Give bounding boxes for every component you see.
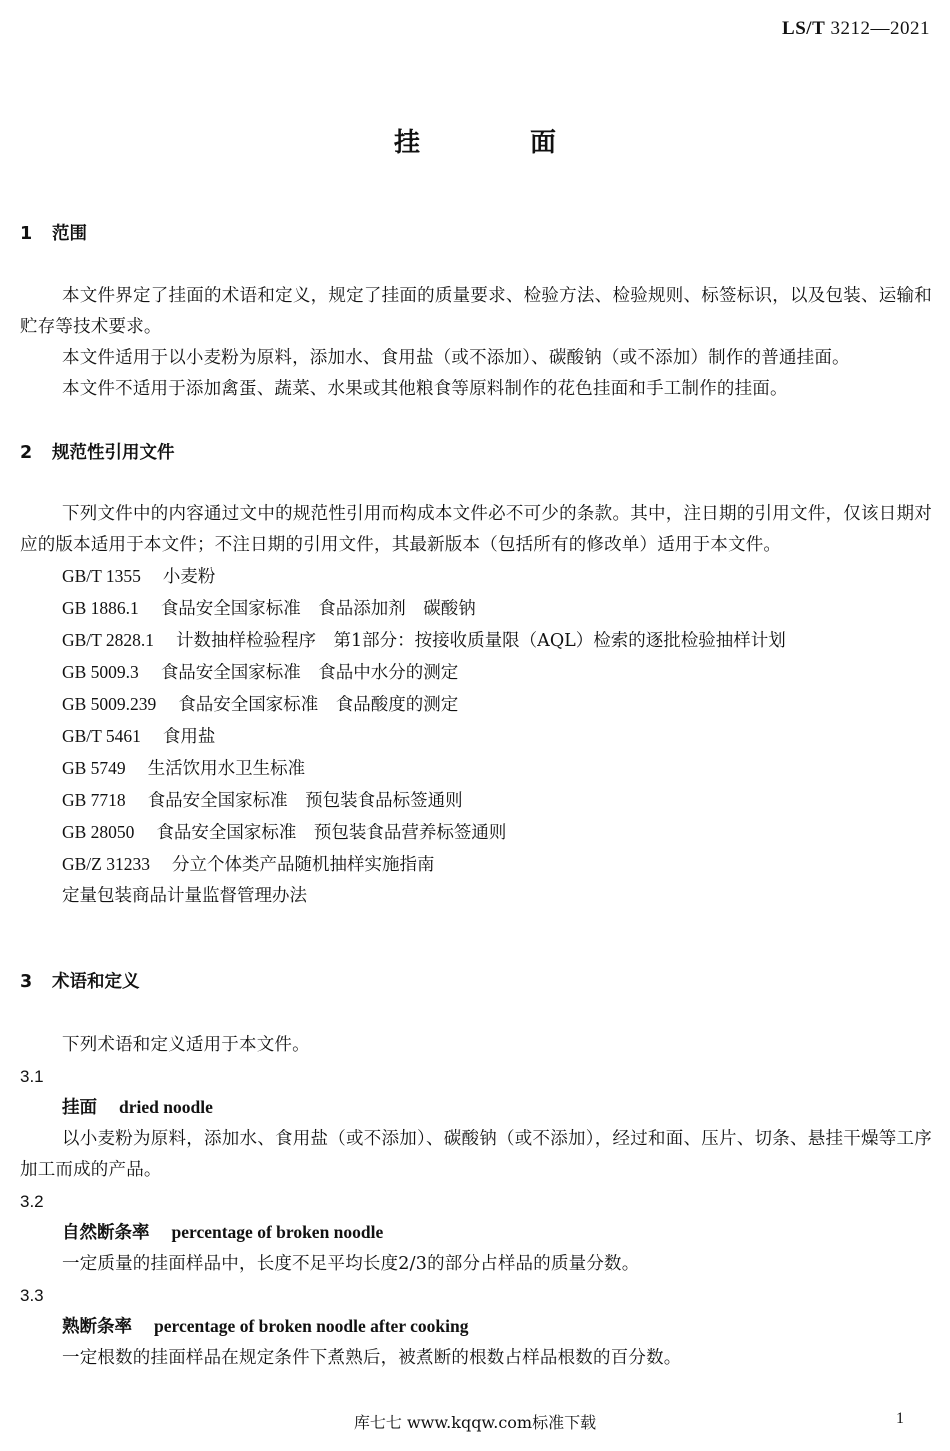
term-heading [20,1217,932,1249]
reference-code: GB 5009.239 [62,694,157,714]
reference-item [20,721,932,753]
reference-code: GB 5749 [62,758,126,778]
term-zh: 熟断条率 [62,1317,132,1337]
document-title: 挂面 [393,128,666,158]
reference-title: 定量包装商品计量监督管理办法 [62,886,307,906]
reference-item [20,753,932,785]
term-zh: 挂面 [62,1098,97,1118]
term-zh: 自然断条率 [62,1223,150,1243]
reference-title: 食品安全国家标准 预包装食品标签通则 [147,791,463,811]
reference-title: 小麦粉 [162,567,216,587]
reference-code: GB/Z 31233 [62,854,150,874]
term-en: percentage of broken noodle after cooking [154,1316,469,1336]
section-title: 规范性引用文件 [52,443,175,463]
reference-item [20,625,932,657]
reference-item [20,817,932,849]
section-normative-references [20,443,932,463]
reference-title: 食品安全国家标准 食品酸度的测定 [178,695,459,715]
reference-code: GB 5009.3 [62,662,139,682]
page-number: 1 [896,1410,904,1427]
term-number: 3.1 [20,1067,44,1086]
section-heading [20,443,932,463]
section-number: 2 [20,443,33,463]
reference-code: GB 7718 [62,790,126,810]
reference-item [20,849,932,881]
reference-item [20,881,932,912]
reference-item [20,657,932,689]
term-number: 3.3 [20,1286,44,1305]
section-scope [20,224,932,244]
term-number: 3.2 [20,1192,44,1211]
reference-title: 食品安全国家标准 食品中水分的测定 [160,663,459,683]
section-references-body [20,499,932,912]
section-heading [20,224,932,244]
reference-title: 生活饮用水卫生标准 [147,759,306,779]
reference-title: 食用盐 [162,727,216,747]
paragraph: 本文件不适用于添加禽蛋、蔬菜、水果或其他粮食等原料制作的花色挂面和手工制作的挂面。 [62,379,788,399]
section-title: 术语和定义 [52,972,140,992]
paragraph: 本文件界定了挂面的术语和定义，规定了挂面的质量要求、检验方法、检验规则、标签标识，以及包装、运输和贮存等技术要求。 [20,286,932,337]
document-id-number: 3212—2021 [830,18,930,39]
reference-title: 分立个体类产品随机抽样实施指南 [172,855,435,875]
document-id [782,18,930,40]
reference-code: GB 1886.1 [62,598,139,618]
paragraph: 下列术语和定义适用于本文件。 [62,1035,310,1055]
term-definition: 一定质量的挂面样品中，长度不足平均长度2/3的部分占样品的质量分数。 [62,1254,640,1274]
paragraph: 本文件适用于以小麦粉为原料，添加水、食用盐（或不添加）、碳酸钠（或不添加）制作的普通挂面。 [62,348,850,368]
section-terms-and-definitions [20,972,932,992]
paragraph: 下列文件中的内容通过文中的规范性引用而构成本文件必不可少的条款。其中，注日期的引用文件，仅该日期对应的版本适用于本文件；不注日期的引用文件，其最新版本（包括所有的修改单）适用于本文件。 [20,504,932,555]
term-en: percentage of broken noodle [171,1222,384,1242]
term-heading [20,1311,932,1343]
reference-code: GB/T 1355 [62,566,141,586]
term-definition: 以小麦粉为原料，添加水、食用盐（或不添加）、碳酸钠（或不添加），经过和面、压片、切条、悬挂干燥等工序加工而成的产品。 [20,1129,932,1180]
term-heading [20,1092,932,1124]
reference-code: GB/T 2828.1 [62,630,155,650]
section-number: 1 [20,224,33,244]
reference-code: GB/T 5461 [62,726,141,746]
reference-title: 计数抽样检验程序 第1部分：按接收质量限（AQL）检索的逐批检验抽样计划 [176,631,786,651]
reference-item [20,689,932,721]
reference-item [20,785,932,817]
reference-item [20,593,932,625]
reference-title: 食品安全国家标准 预包装食品营养标签通则 [156,823,507,843]
section-heading [20,972,932,992]
reference-title: 食品安全国家标准 食品添加剂 碳酸钠 [160,599,476,619]
section-terms-body [20,1030,932,1374]
section-number: 3 [20,972,33,992]
reference-code: GB 28050 [62,822,135,842]
reference-item [20,561,932,593]
term-definition: 一定根数的挂面样品在规定条件下煮熟后，被煮断的根数占样品根数的百分数。 [62,1348,682,1368]
footer-watermark: 库七七 www.kqqw.com标准下载 [353,1413,597,1432]
section-scope-body [20,281,932,405]
document-id-prefix: LS/T [782,18,826,39]
section-title: 范围 [52,224,87,244]
term-en: dried noodle [119,1097,213,1117]
